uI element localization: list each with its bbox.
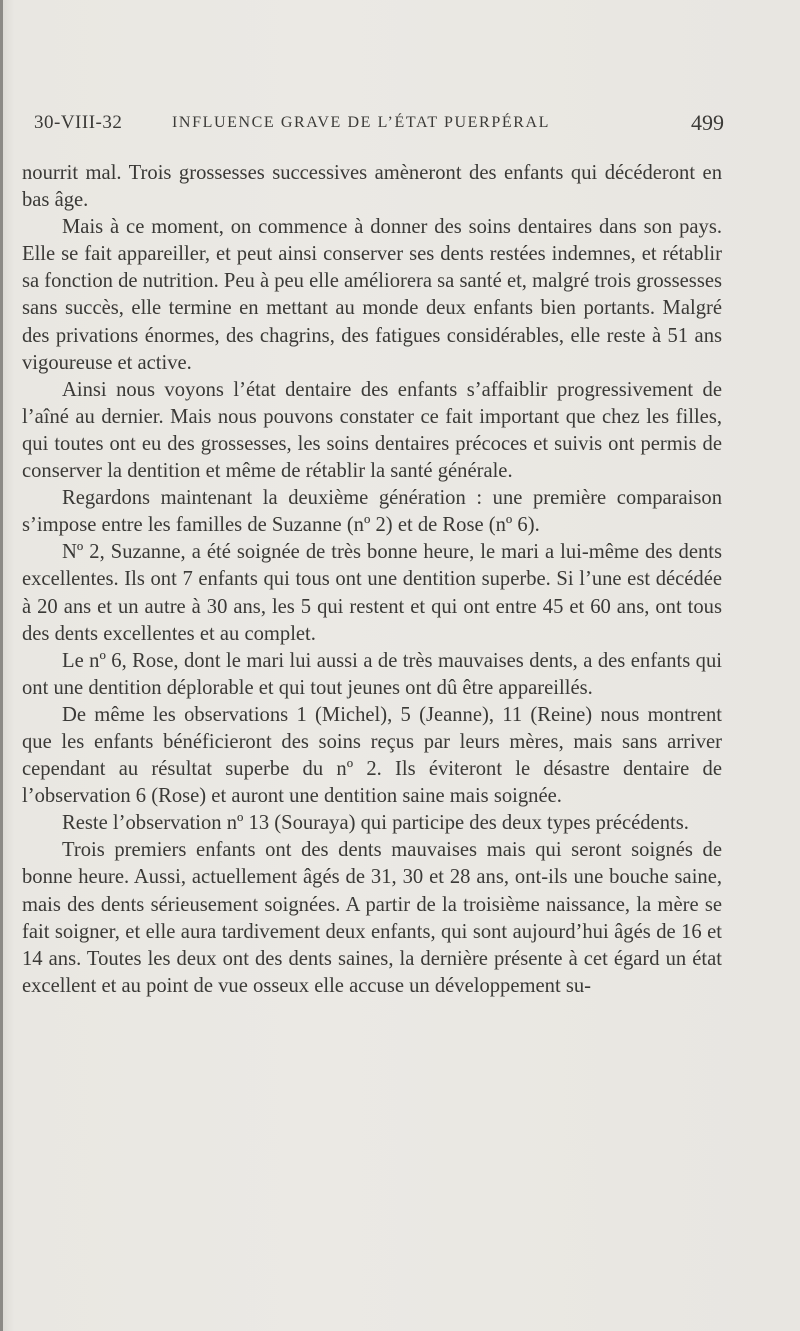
paragraph: Regardons maintenant la deuxième génération : une première comparaison s’impose entre les familles de Suzanne (nº 2) et de Rose (nº 6). [22,487,722,537]
page-number: 499 [691,110,724,135]
header-title: INFLUENCE GRAVE DE L’ÉTAT PUERPÉRAL [172,114,550,131]
paragraph: Reste l’observation nº 13 (Souraya) qui participe des deux types précédents. [62,812,689,835]
header-date: 30-VIII-32 [34,112,123,133]
paragraph: Le nº 6, Rose, dont le mari lui aussi a de très mauvaises dents, a des enfants qui ont une dentition déplorable et qui tout jeunes ont dû être appareillés. [22,649,722,699]
page-edge [0,0,3,1331]
paragraph: Mais à ce moment, on commence à donner des soins dentaires dans son pays. Elle se fait appareiller, et peut ainsi conserver ses dents restées indemnes, et rétablir sa fonction de nutrition. Peu à peu elle améliorera sa santé et, malgré trois grossesses sans succès, elle termine en mettant au monde deux enfants bien portants. Malgré des privations énormes, des chagrins, des fatigues considérables, elle reste à 51 ans vigoureuse et active. [22,216,722,374]
paragraph: Ainsi nous voyons l’état dentaire des enfants s’affaiblir progressivement de l’aîné au dernier. Mais nous pouvons constater ce fait important que chez les filles, qui toutes ont eu des grossesses, les soins dentaires précoces et suivis ont permis de conserver la dentition et même de rétablir la santé générale. [22,378,722,483]
body-text [22,160,722,1000]
running-header [34,112,724,142]
paragraph: nourrit mal. Trois grossesses successives amèneront des enfants qui décéderont en bas âge. [22,162,722,212]
paragraph: De même les observations 1 (Michel), 5 (Jeanne), 11 (Reine) nous montrent que les enfants bénéficieront des soins reçus par leurs mères, mais sans arriver cependant au résultat superbe du nº 2. Ils éviteront le désastre dentaire de l’observation 6 (Rose) et auront une dentition saine mais soignée. [22,703,722,808]
paragraph: Trois premiers enfants ont des dents mauvaises mais qui seront soignés de bonne heure. Aussi, actuellement âgés de 31, 30 et 28 ans, ont-ils une bouche saine, mais des dents sérieusement soignées. A partir de la troisième naissance, la mère se fait soigner, et elle aura tardivement deux enfants, qui sont aujourd’hui âgés de 16 et 14 ans. Toutes les deux ont des dents saines, la dernière présente à cet égard un état excellent et au point de vue osseux elle accuse un développement su- [22,839,722,997]
paragraph: Nº 2, Suzanne, a été soignée de très bonne heure, le mari a lui-même des dents excellentes. Ils ont 7 enfants qui tous ont une dentition superbe. Si l’une est décédée à 20 ans et un autre à 30 ans, les 5 qui restent et qui ont entre 45 et 60 ans, ont tous des dents excellentes et au complet. [22,541,722,645]
